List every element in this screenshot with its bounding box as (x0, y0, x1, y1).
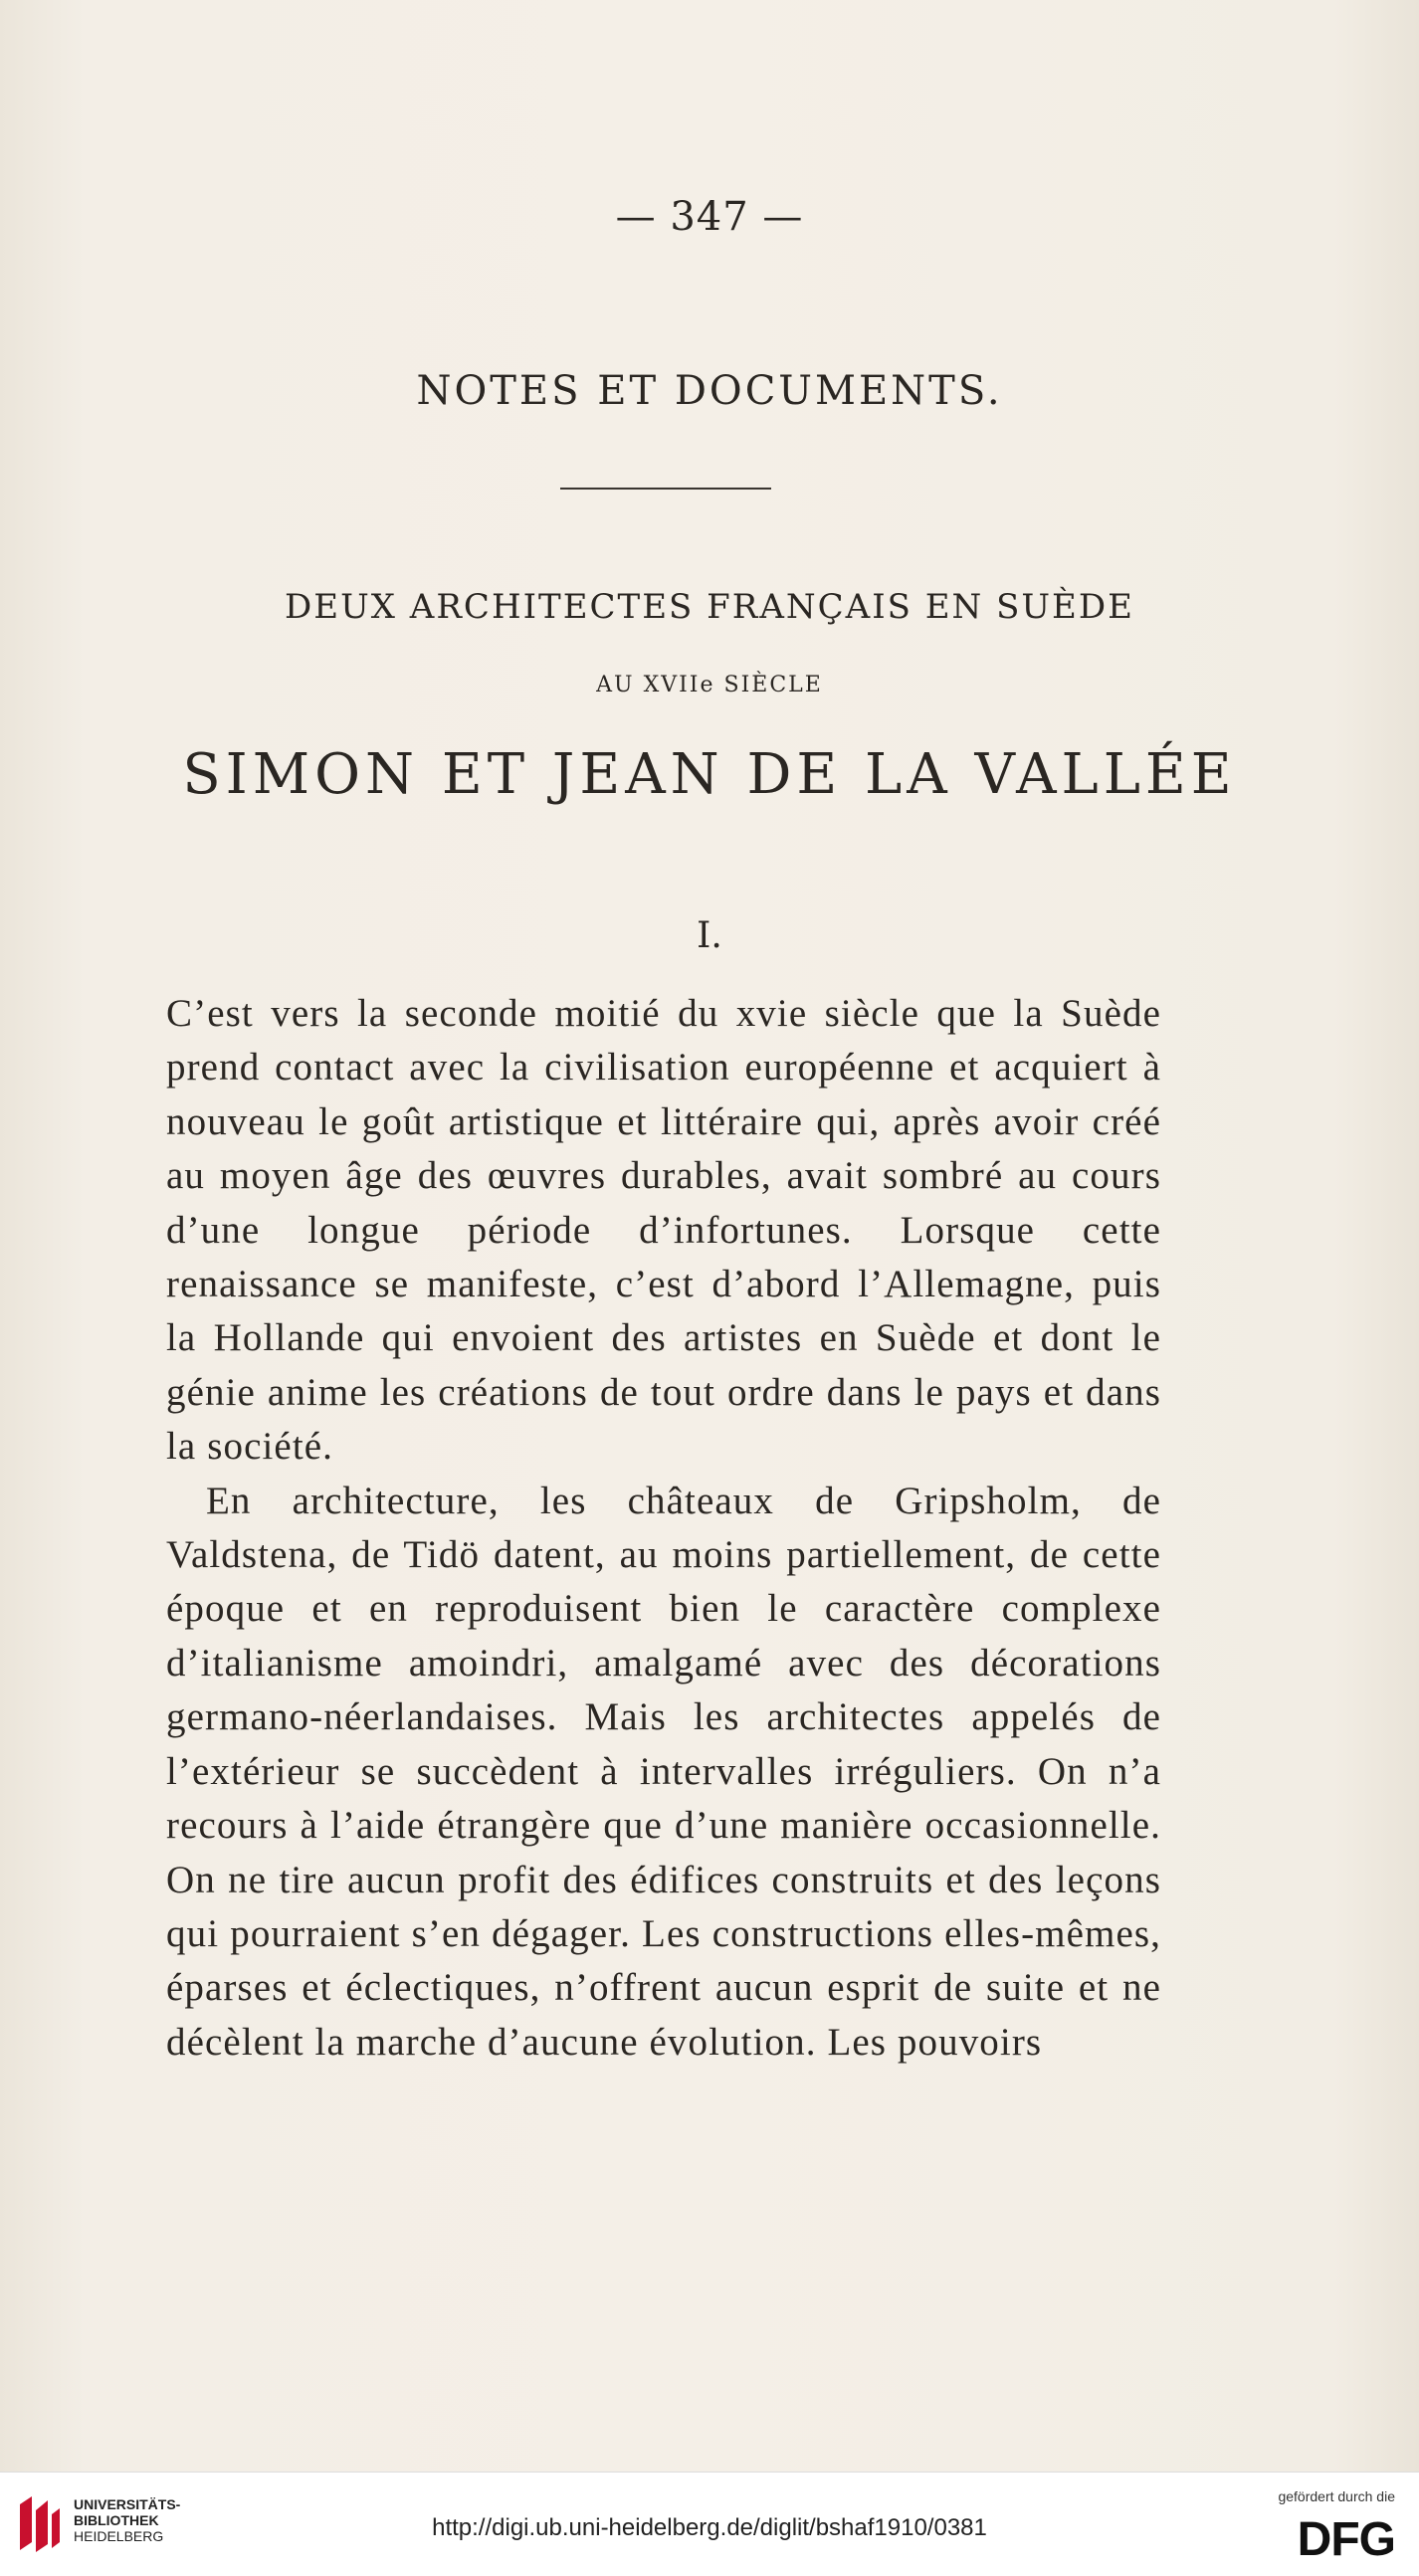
institution-line-1: UNIVERSITÄTS- (74, 2496, 181, 2512)
paragraph-1: C’est vers la seconde moitié du xvie siècle que la Suède prend contact avec la civilisation européenne et acquiert à nouveau le goût artistique et littéraire qui, après avoir créé au moyen âge des œuvres durables, avait sombré au cours d’une longue période d’infortunes. Lorsque cette renaissance se manifeste, c’est d’abord l’Allemagne, puis la Hollande qui envoient des artistes en Suède et dont le génie anime les créations de tout ordre dans le pays et dans la société. (166, 992, 1161, 1469)
article-names-heading: SIMON ET JEAN DE LA VALLÉE (182, 742, 1237, 807)
article-title: DEUX ARCHITECTES FRANÇAIS EN SUÈDE (285, 587, 1134, 627)
footer-bar (0, 2472, 1419, 2576)
body-text (166, 987, 1161, 2070)
dfg-logo: DFG (1297, 2513, 1395, 2566)
century-subtitle: AU XVIIe SIÈCLE (596, 673, 823, 697)
chapter-number: I. (697, 915, 722, 956)
permalink-url[interactable]: http://digi.ub.uni-heidelberg.de/diglit/bshaf1910/0381 (432, 2514, 987, 2541)
section-title: NOTES ET DOCUMENTS. (416, 368, 1003, 414)
institution-line-3: HEIDELBERG (74, 2528, 164, 2544)
sponsor-note: gefördert durch die (1278, 2488, 1395, 2504)
divider-rule (560, 488, 771, 490)
paragraph-2: En architecture, les châteaux de Gripsholm, de Valdstena, de Tidö datent, au moins partiellement, de cette époque et en reproduisent bien le caractère complexe d’italianisme amoindri, amalgamé avec des décorations germano-néerlandaises. Mais les architectes appelés de l’extérieur se succèdent à intervalles irréguliers. On n’a recours à l’aide étrangère que d’une manière occasionnelle. On ne tire aucun profit des édifices construits et des leçons qui pourraient s’en dégager. Les constructions elles-mêmes, éparses et éclectiques, n’offrent aucun esprit de suite et ne décèlent la marche d’aucune évolution. Les pouvoirs (166, 1479, 1161, 2064)
institution-line-2: BIBLIOTHEK (74, 2512, 159, 2528)
page-number: — 347 — (615, 194, 804, 240)
